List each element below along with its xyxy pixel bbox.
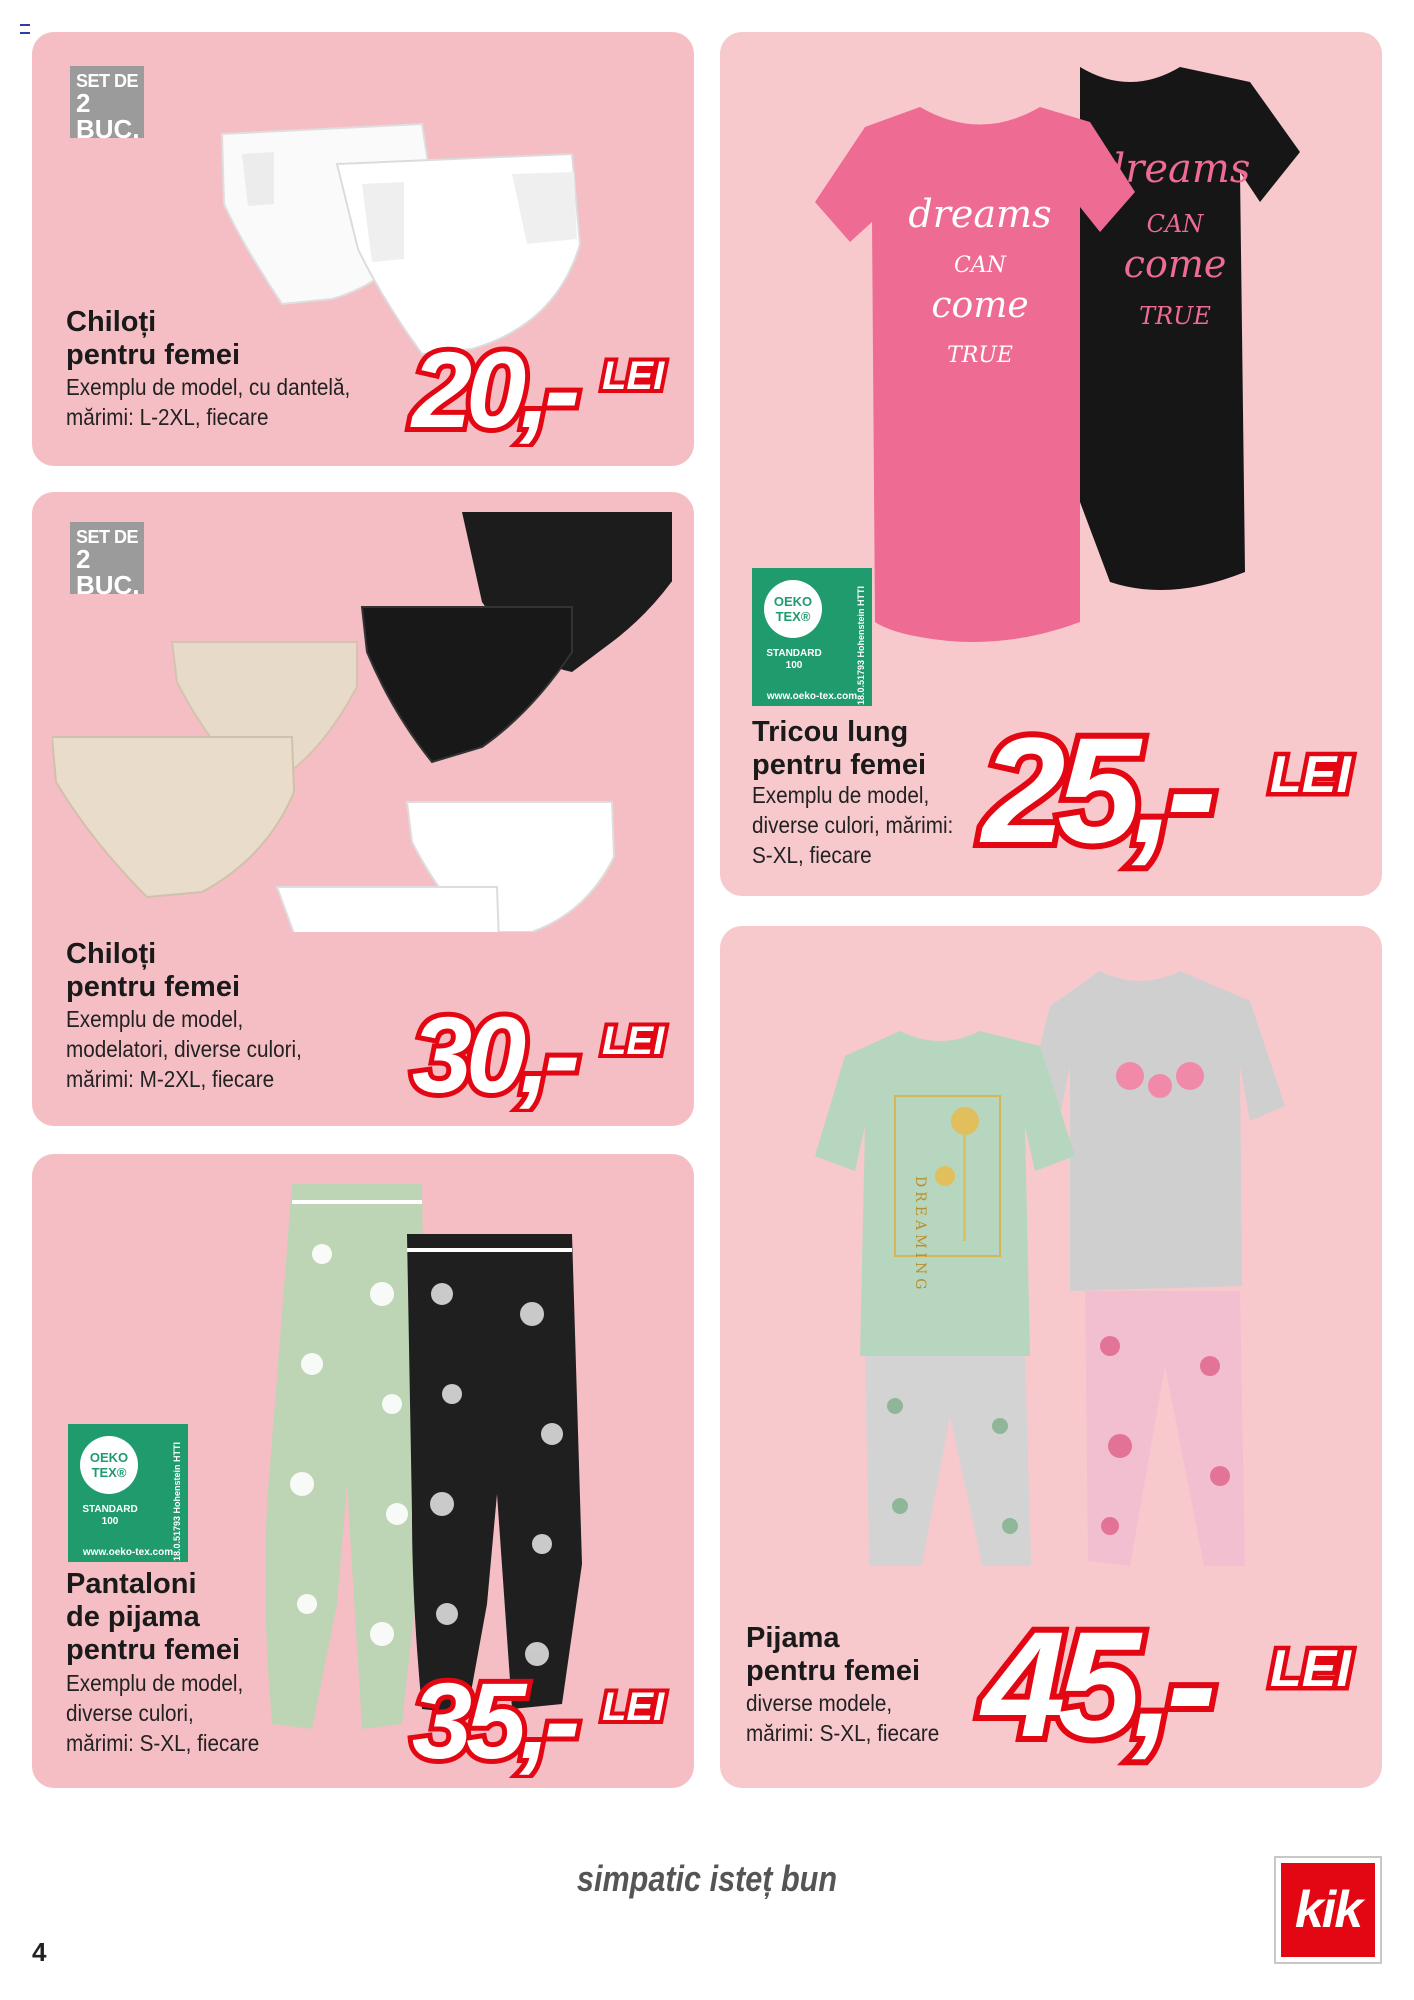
price-amount: 45,- bbox=[982, 1600, 1209, 1766]
title-line: Pijama bbox=[746, 1622, 840, 1654]
product-description bbox=[746, 1688, 939, 1748]
product-description bbox=[66, 372, 350, 432]
product-panel-chiloti-dantela bbox=[32, 32, 694, 466]
oeko-tex-logo bbox=[80, 1436, 138, 1494]
product-title bbox=[66, 938, 240, 1004]
oeko-standard-label: STANDARD bbox=[82, 1504, 138, 1515]
price-currency: LEI bbox=[602, 354, 665, 398]
product-description bbox=[66, 1004, 302, 1094]
price-tag bbox=[972, 692, 1372, 872]
menu-icon[interactable] bbox=[20, 24, 30, 34]
price-tag bbox=[402, 982, 692, 1112]
title-line: pentru femei bbox=[66, 339, 241, 371]
kik-logo[interactable]: kik bbox=[1276, 1858, 1380, 1962]
title-line: pentru femei bbox=[752, 749, 927, 781]
shirt-text-line: TRUE bbox=[947, 343, 1013, 368]
oeko-standard-number: 100 bbox=[785, 660, 803, 671]
badge-line1: SET DE bbox=[76, 71, 139, 91]
product-panel-pantaloni-pijama bbox=[32, 1154, 694, 1788]
oeko-standard bbox=[762, 648, 826, 672]
price-amount: 30,- bbox=[412, 994, 575, 1112]
price-currency: LEI bbox=[1270, 1640, 1351, 1698]
oeko-standard-number: 100 bbox=[101, 1516, 119, 1527]
shirt-text-line: come bbox=[931, 285, 1029, 326]
price-currency: LEI bbox=[602, 1685, 665, 1729]
title-line: pentru femei bbox=[66, 1634, 241, 1666]
title-line: Chiloți bbox=[66, 306, 157, 338]
oeko-line1: OEKO bbox=[773, 594, 813, 609]
oeko-line2: TEX® bbox=[775, 609, 811, 624]
product-panel-tricou-lung bbox=[720, 32, 1382, 896]
desc-line: mărimi: L-2XL, fiecare bbox=[66, 404, 269, 430]
product-title bbox=[66, 1568, 240, 1667]
desc-line: mărimi: S-XL, fiecare bbox=[66, 1730, 260, 1756]
product-panel-chiloti-modelatori bbox=[32, 492, 694, 1126]
desc-line: mărimi: S-XL, fiecare bbox=[746, 1720, 940, 1746]
badge-line1: SET DE bbox=[76, 527, 139, 547]
product-description bbox=[66, 1668, 259, 1758]
product-image-briefs-set bbox=[52, 512, 672, 932]
title-line: Chiloți bbox=[66, 938, 157, 970]
desc-line: diverse culori, bbox=[66, 1700, 194, 1726]
oeko-tex-label bbox=[752, 568, 872, 706]
product-image-pajama-sets bbox=[770, 946, 1350, 1566]
shirt-text-line: CAN bbox=[954, 253, 1006, 278]
set-badge bbox=[70, 66, 144, 144]
price-tag bbox=[402, 317, 692, 447]
product-title bbox=[752, 716, 926, 782]
desc-line: diverse modele, bbox=[746, 1690, 893, 1716]
product-panel-pijama bbox=[720, 926, 1382, 1788]
shirt-text-line: dreams bbox=[1099, 146, 1251, 192]
desc-line: Exemplu de model, bbox=[66, 1006, 244, 1032]
product-image-nightshirts bbox=[780, 42, 1360, 642]
desc-line: mărimi: M-2XL, fiecare bbox=[66, 1066, 275, 1092]
oeko-line2: TEX® bbox=[91, 1465, 127, 1480]
badge-line2: 2 BUC. bbox=[76, 88, 140, 144]
shirt-text-line: TRUE bbox=[1139, 302, 1211, 330]
title-line: pentru femei bbox=[746, 1655, 921, 1687]
price-amount: 20,- bbox=[412, 329, 575, 447]
product-description bbox=[752, 780, 953, 870]
price-tag bbox=[972, 1586, 1372, 1766]
desc-line: Exemplu de model, cu dantelă, bbox=[66, 374, 351, 400]
product-title bbox=[66, 306, 240, 372]
shirt-text-line: dreams bbox=[908, 192, 1052, 236]
shirt-text-line: come bbox=[1123, 242, 1227, 286]
shirt-text: DREAMING bbox=[912, 1176, 928, 1294]
desc-line: Exemplu de model, bbox=[66, 1670, 244, 1696]
title-line: pentru femei bbox=[66, 971, 241, 1003]
price-currency: LEI bbox=[1270, 746, 1351, 804]
footer-slogan: simpatic isteț bun bbox=[576, 1858, 838, 1899]
title-line: Tricou lung bbox=[752, 716, 909, 748]
price-amount: 25,- bbox=[982, 706, 1209, 872]
oeko-cert-number: 18.0.51793 Hohenstein HTTI bbox=[856, 586, 866, 706]
page-number: 4 bbox=[32, 1937, 47, 1967]
product-title bbox=[746, 1622, 920, 1688]
oeko-tex-label bbox=[68, 1424, 188, 1562]
badge-line2: 2 BUC. bbox=[76, 544, 140, 600]
oeko-standard-label: STANDARD bbox=[766, 648, 822, 659]
desc-line: modelatori, diverse culori, bbox=[66, 1036, 302, 1062]
desc-line: diverse culori, mărimi: bbox=[752, 812, 954, 838]
desc-line: Exemplu de model, bbox=[752, 782, 930, 808]
title-line: Pantaloni bbox=[66, 1568, 197, 1600]
oeko-tex-logo bbox=[764, 580, 822, 638]
oeko-cert-number: 18.0.51793 Hohenstein HTTI bbox=[172, 1442, 182, 1562]
desc-line: S-XL, fiecare bbox=[752, 842, 872, 868]
shirt-text-line: CAN bbox=[1146, 210, 1204, 238]
title-line: de pijama bbox=[66, 1601, 200, 1633]
oeko-line1: OEKO bbox=[89, 1450, 129, 1465]
oeko-url: www.oeko-tex.com bbox=[82, 1547, 174, 1558]
oeko-standard bbox=[78, 1504, 142, 1528]
price-amount: 35,- bbox=[412, 1660, 575, 1778]
price-tag bbox=[402, 1648, 692, 1778]
oeko-url: www.oeko-tex.com bbox=[766, 691, 858, 702]
price-currency: LEI bbox=[602, 1019, 665, 1063]
